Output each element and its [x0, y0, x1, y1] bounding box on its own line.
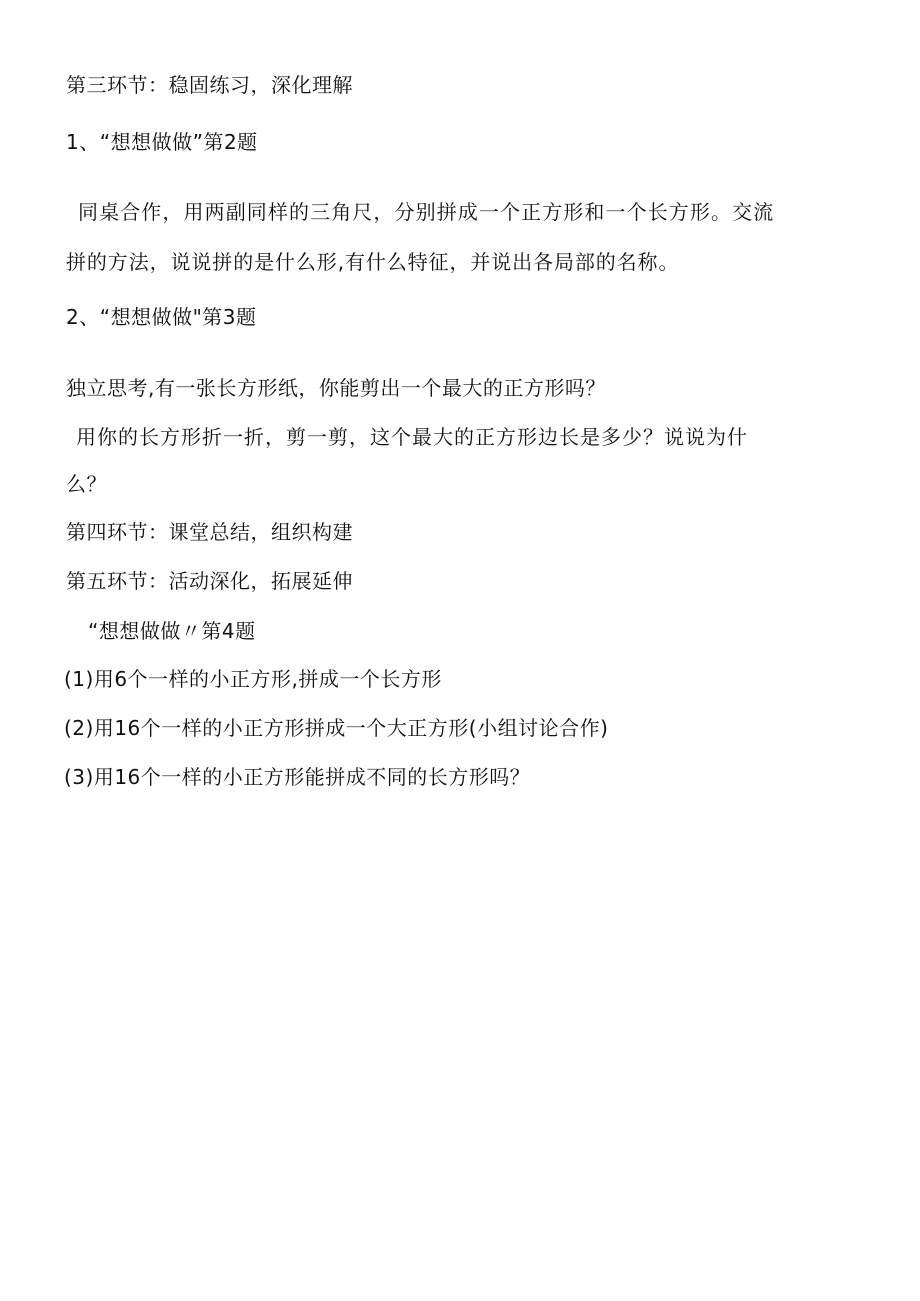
exercise-heading-2: 2、“想想做做"第3题	[66, 305, 257, 329]
list-item: (2)用16个一样的小正方形拼成一个大正方形(小组讨论合作)	[64, 716, 609, 740]
paragraph-line: 拼的方法，说说拼的是什么形,有什么特征，并说出各局部的名称。	[66, 250, 680, 274]
paragraph-line: 么？	[66, 472, 107, 496]
section-heading-5: 第五环节：活动深化，拓展延伸	[66, 569, 353, 593]
paragraph-line: 同桌合作，用两副同样的三角尺，分别拼成一个正方形和一个长方形。交流	[78, 200, 775, 224]
list-item: (3)用16个一样的小正方形能拼成不同的长方形吗？	[64, 765, 531, 789]
exercise-heading-1: 1、“想想做做”第2题	[66, 130, 258, 154]
section-heading-4: 第四环节：课堂总结，组织构建	[66, 520, 353, 544]
section-heading-3: 第三环节：稳固练习，深化理解	[66, 73, 353, 97]
exercise-heading-4: “想想做做〃第4题	[88, 619, 256, 643]
paragraph-line: 用你的长方形折一折，剪一剪，这个最大的正方形边长是多少？说说为什	[76, 425, 748, 449]
paragraph-line: 独立思考,有一张长方形纸，你能剪出一个最大的正方形吗？	[66, 376, 606, 400]
list-item: (1)用6个一样的小正方形,拼成一个长方形	[64, 667, 442, 691]
